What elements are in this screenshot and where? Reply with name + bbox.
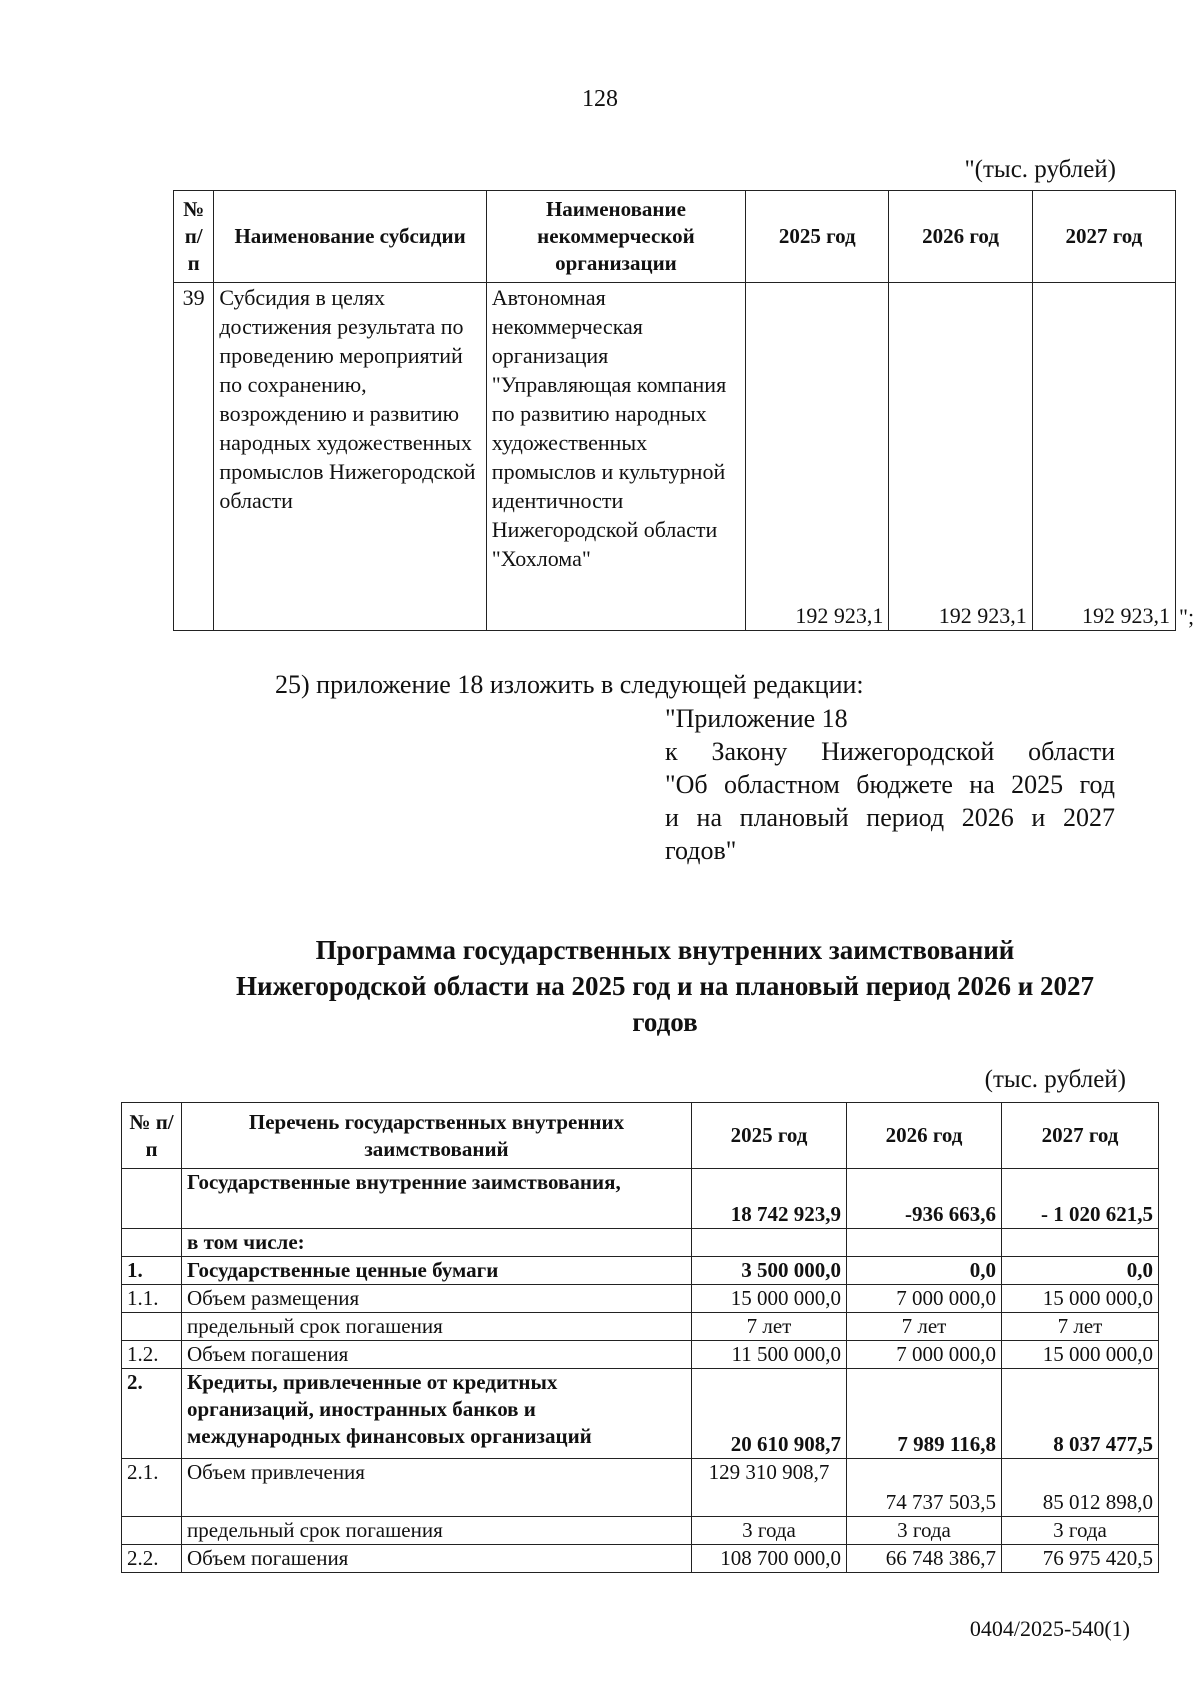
row-2025: [692, 1229, 847, 1257]
appendix-line: и на плановый период 2026 и 2027: [665, 803, 1115, 832]
row-2025: 18 742 923,9: [692, 1169, 847, 1229]
row-name: Объем погашения: [182, 1341, 692, 1369]
table2-unit-label: (тыс. рублей): [984, 1066, 1126, 1093]
table1-row-2026: 192 923,1: [889, 283, 1032, 631]
row-name: предельный срок погашения: [182, 1517, 692, 1545]
title-line: годов: [632, 1007, 698, 1037]
row-name: Государственные внутренние заимствования,: [182, 1169, 692, 1229]
table2-header-2026: 2026 год: [847, 1103, 1002, 1169]
table-row: [122, 1229, 1159, 1257]
borrowing-program-table: [121, 1102, 1159, 1573]
table1-row-num: 39: [174, 283, 214, 631]
row-num: [122, 1169, 182, 1229]
row-name: Объем размещения: [182, 1285, 692, 1313]
table1-header-2026: 2026 год: [889, 191, 1032, 283]
appendix-line: "Об областном бюджете на 2025 год: [665, 770, 1115, 799]
table1-row-2027: 192 923,1: [1032, 283, 1175, 631]
row-2025: 7 лет: [692, 1313, 847, 1341]
row-2026: 66 748 386,7: [847, 1545, 1002, 1573]
row-2027: 3 года: [1002, 1517, 1159, 1545]
paragraph-25: 25) приложение 18 изложить в следующей редакции:: [275, 670, 864, 699]
table2-header-num: № п/п: [122, 1103, 182, 1169]
document-code: 0404/2025-540(1): [969, 1616, 1130, 1641]
row-2026: 7 000 000,0: [847, 1285, 1002, 1313]
row-num: 2.2.: [122, 1545, 182, 1573]
row-2025: 3 500 000,0: [692, 1257, 847, 1285]
row-num: 2.1.: [122, 1459, 182, 1517]
table2-header-row: [122, 1103, 1159, 1169]
row-2026: 0,0: [847, 1257, 1002, 1285]
table-row: [122, 1459, 1159, 1517]
table2-header-2025: 2025 год: [692, 1103, 847, 1169]
row-2027: - 1 020 621,5: [1002, 1169, 1159, 1229]
table2-header-name: Перечень государственных внутренних заимствований: [182, 1103, 692, 1169]
row-2025: 129 310 908,7: [692, 1459, 847, 1517]
title-line: Программа государственных внутренних заимствований: [315, 935, 1015, 965]
closing-quote-mark: ";: [1179, 604, 1195, 629]
row-2026: 3 года: [847, 1517, 1002, 1545]
row-num: [122, 1229, 182, 1257]
row-num: 1.1.: [122, 1285, 182, 1313]
row-2026: 7 лет: [847, 1313, 1002, 1341]
row-num: [122, 1517, 182, 1545]
row-name: Государственные ценные бумаги: [182, 1257, 692, 1285]
table1-header-num: № п/п: [174, 191, 214, 283]
row-2027: 8 037 477,5: [1002, 1369, 1159, 1459]
row-name: Кредиты, привлеченные от кредитных организаций, иностранных банков и международных финансовых организаций: [182, 1369, 692, 1459]
table2-header-2027: 2027 год: [1002, 1103, 1159, 1169]
row-2025: 11 500 000,0: [692, 1341, 847, 1369]
table1-row-subsidy: Субсидия в целях достижения результата по проведению мероприятий по сохранению, возрождению и развитию народных художественных промыслов Нижегородской области: [214, 283, 486, 631]
row-2026: 7 989 116,8: [847, 1369, 1002, 1459]
row-2025: 20 610 908,7: [692, 1369, 847, 1459]
row-2027: [1002, 1229, 1159, 1257]
table-row: [122, 1341, 1159, 1369]
title-line: Нижегородской области на 2025 год и на плановый период 2026 и 2027: [235, 971, 1094, 1001]
table1-row-organization: Автономная некоммерческая организация "Управляющая компания по развитию народных художественных промыслов и культурной идентичности Нижегородской области "Хохлома": [486, 283, 745, 631]
row-2027: 7 лет: [1002, 1313, 1159, 1341]
row-2026: 74 737 503,5: [847, 1459, 1002, 1517]
appendix-line: "Приложение 18: [665, 704, 848, 733]
row-2025: 15 000 000,0: [692, 1285, 847, 1313]
row-2025: 108 700 000,0: [692, 1545, 847, 1573]
page-number: 128: [582, 86, 618, 112]
subsidy-table: [173, 190, 1176, 631]
table1-header-2027: 2027 год: [1032, 191, 1175, 283]
row-name: предельный срок погашения: [182, 1313, 692, 1341]
table1-unit-label: "(тыс. рублей): [964, 156, 1116, 183]
table1-header-row: [174, 191, 1176, 283]
table1-row-2025: 192 923,1: [746, 283, 889, 631]
table1-header-organization: Наименование некоммерческой организации: [486, 191, 745, 283]
table-row: [122, 1517, 1159, 1545]
table-row: [122, 1313, 1159, 1341]
row-2027: 76 975 420,5: [1002, 1545, 1159, 1573]
table1-header-subsidy: Наименование субсидии: [214, 191, 486, 283]
table-row: [122, 1369, 1159, 1459]
row-2025: 3 года: [692, 1517, 847, 1545]
row-name: Объем привлечения: [182, 1459, 692, 1517]
table-row: [122, 1285, 1159, 1313]
row-2026: [847, 1229, 1002, 1257]
table-row: [122, 1257, 1159, 1285]
program-title: [0, 932, 1200, 1040]
appendix-line: к Закону Нижегородской области: [665, 737, 1115, 766]
table1-header-2025: 2025 год: [746, 191, 889, 283]
table-row: [122, 1169, 1159, 1229]
table1-row: [174, 283, 1176, 631]
appendix-caption: [665, 702, 1115, 867]
row-name: Объем погашения: [182, 1545, 692, 1573]
table-row: [122, 1545, 1159, 1573]
row-2027: 85 012 898,0: [1002, 1459, 1159, 1517]
row-name: в том числе:: [182, 1229, 692, 1257]
appendix-line: годов": [665, 836, 737, 865]
row-num: 1.: [122, 1257, 182, 1285]
row-num: 2.: [122, 1369, 182, 1459]
row-2026: -936 663,6: [847, 1169, 1002, 1229]
row-2027: 15 000 000,0: [1002, 1285, 1159, 1313]
row-num: 1.2.: [122, 1341, 182, 1369]
row-2027: 0,0: [1002, 1257, 1159, 1285]
row-num: [122, 1313, 182, 1341]
row-2027: 15 000 000,0: [1002, 1341, 1159, 1369]
row-2026: 7 000 000,0: [847, 1341, 1002, 1369]
